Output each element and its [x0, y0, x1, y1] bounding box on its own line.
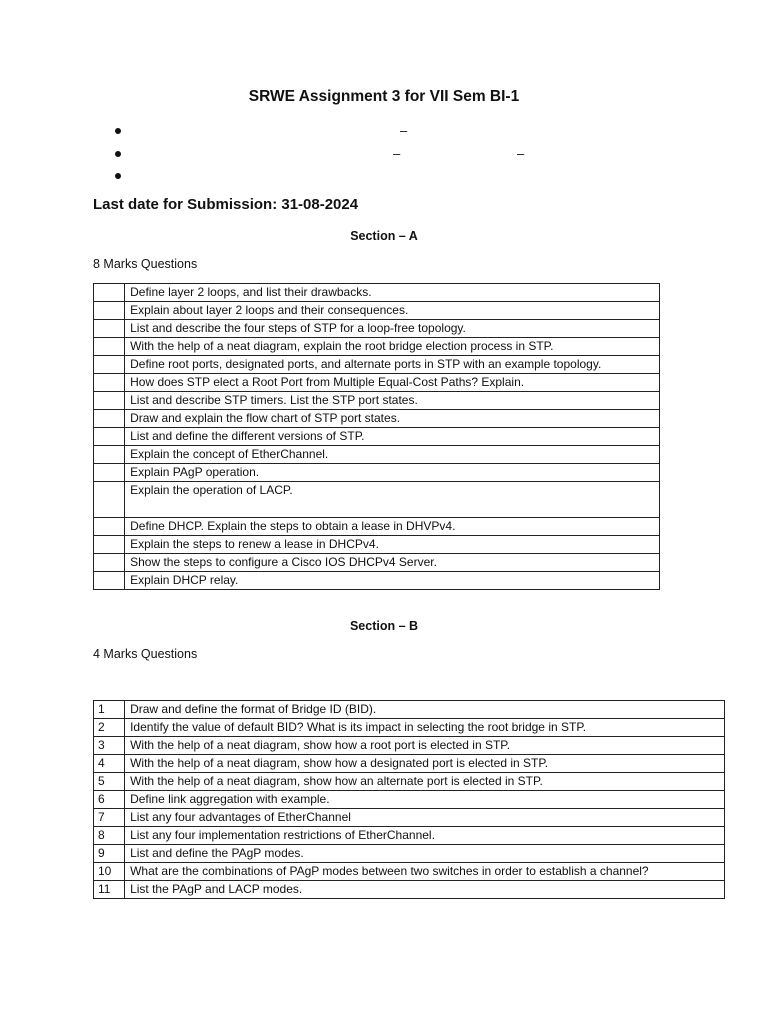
- question-number: 3: [94, 737, 125, 755]
- question-text: List and define the PAgP modes.: [125, 845, 725, 863]
- question-number: [94, 572, 125, 590]
- section-b-marks-label: 4 Marks Questions: [93, 647, 198, 661]
- question-text: Define root ports, designated ports, and alternate ports in STP with an example topology.: [125, 356, 660, 374]
- question-text: Show the steps to configure a Cisco IOS DHCPv4 Server.: [125, 554, 660, 572]
- question-number: [94, 356, 125, 374]
- section-b-heading: Section – B: [349, 619, 419, 633]
- question-text: With the help of a neat diagram, show how an alternate port is elected in STP.: [125, 773, 725, 791]
- question-number: [94, 338, 125, 356]
- question-number: [94, 554, 125, 572]
- table-row: [94, 737, 725, 755]
- question-text: Explain DHCP relay.: [125, 572, 660, 590]
- question-text: How does STP elect a Root Port from Multiple Equal-Cost Paths? Explain.: [125, 374, 660, 392]
- table-row: [94, 827, 725, 845]
- table-row: [94, 554, 660, 572]
- bullet-item: [0, 120, 768, 142]
- table-row: [94, 518, 660, 536]
- question-number: [94, 518, 125, 536]
- question-number: 8: [94, 827, 125, 845]
- section-a-marks-label: 8 Marks Questions: [93, 257, 198, 271]
- question-text: Draw and explain the flow chart of STP port states.: [125, 410, 660, 428]
- table-row: [94, 356, 660, 374]
- table-row: [94, 446, 660, 464]
- table-row: [94, 881, 725, 899]
- question-text: Draw and define the format of Bridge ID (BID).: [125, 701, 725, 719]
- question-number: [94, 410, 125, 428]
- section-b-questions-table: [93, 700, 725, 899]
- question-number: 1: [94, 701, 125, 719]
- bullet-dash: –: [393, 146, 401, 161]
- bullet-icon: [115, 128, 121, 134]
- question-number: [94, 446, 125, 464]
- question-text: List and define the different versions of STP.: [125, 428, 660, 446]
- question-text: Explain the operation of LACP.: [125, 482, 660, 518]
- table-row: [94, 428, 660, 446]
- question-number: 10: [94, 863, 125, 881]
- bullet-icon: [115, 173, 121, 179]
- question-text: With the help of a neat diagram, explain the root bridge election process in STP.: [125, 338, 660, 356]
- table-row: [94, 863, 725, 881]
- question-number: [94, 320, 125, 338]
- question-number: 9: [94, 845, 125, 863]
- table-row: [94, 701, 725, 719]
- bullet-list: [0, 0, 768, 200]
- section-a-questions-table: [93, 283, 660, 590]
- table-row: [94, 392, 660, 410]
- question-text: Explain PAgP operation.: [125, 464, 660, 482]
- question-text: List and describe STP timers. List the STP port states.: [125, 392, 660, 410]
- table-row: [94, 809, 725, 827]
- table-row: [94, 719, 725, 737]
- question-text: With the help of a neat diagram, show how a designated port is elected in STP.: [125, 755, 725, 773]
- table-row: [94, 464, 660, 482]
- question-text: List the PAgP and LACP modes.: [125, 881, 725, 899]
- table-row: [94, 374, 660, 392]
- question-text: What are the combinations of PAgP modes between two switches in order to establish a channel?: [125, 863, 725, 881]
- question-text: With the help of a neat diagram, show how a root port is elected in STP.: [125, 737, 725, 755]
- question-number: 4: [94, 755, 125, 773]
- table-row: [94, 536, 660, 554]
- question-number: [94, 374, 125, 392]
- bullet-item: [0, 143, 768, 165]
- question-number: [94, 464, 125, 482]
- question-text: Identify the value of default BID? What is its impact in selecting the root bridge in STP.: [125, 719, 725, 737]
- bullet-dash: –: [517, 146, 525, 161]
- bullet-dash: –: [400, 123, 408, 138]
- question-text: Explain the steps to renew a lease in DHCPv4.: [125, 536, 660, 554]
- question-text: Explain about layer 2 loops and their consequences.: [125, 302, 660, 320]
- table-row: [94, 773, 725, 791]
- question-number: 7: [94, 809, 125, 827]
- question-number: [94, 482, 125, 518]
- question-number: 6: [94, 791, 125, 809]
- question-text: List any four implementation restrictions of EtherChannel.: [125, 827, 725, 845]
- table-row: [94, 338, 660, 356]
- question-text: Define link aggregation with example.: [125, 791, 725, 809]
- question-text: Define DHCP. Explain the steps to obtain a lease in DHVPv4.: [125, 518, 660, 536]
- table-row: [94, 572, 660, 590]
- bullet-item: [0, 165, 768, 187]
- question-text: List and describe the four steps of STP for a loop-free topology.: [125, 320, 660, 338]
- table-row: [94, 791, 725, 809]
- table-row: [94, 482, 660, 518]
- question-number: [94, 428, 125, 446]
- question-number: [94, 302, 125, 320]
- question-text: Explain the concept of EtherChannel.: [125, 446, 660, 464]
- table-row: [94, 302, 660, 320]
- submission-deadline: Last date for Submission: 31-08-2024: [93, 196, 359, 213]
- question-number: 5: [94, 773, 125, 791]
- question-number: [94, 536, 125, 554]
- question-number: [94, 392, 125, 410]
- table-row: [94, 410, 660, 428]
- table-row: [94, 284, 660, 302]
- question-text: Define layer 2 loops, and list their drawbacks.: [125, 284, 660, 302]
- table-row: [94, 320, 660, 338]
- table-row: [94, 845, 725, 863]
- question-number: 11: [94, 881, 125, 899]
- page-title: SRWE Assignment 3 for VII Sem BI-1: [248, 88, 520, 105]
- section-a-heading: Section – A: [350, 229, 418, 243]
- bullet-icon: [115, 151, 121, 157]
- question-number: 2: [94, 719, 125, 737]
- question-text: List any four advantages of EtherChannel: [125, 809, 725, 827]
- table-row: [94, 755, 725, 773]
- question-number: [94, 284, 125, 302]
